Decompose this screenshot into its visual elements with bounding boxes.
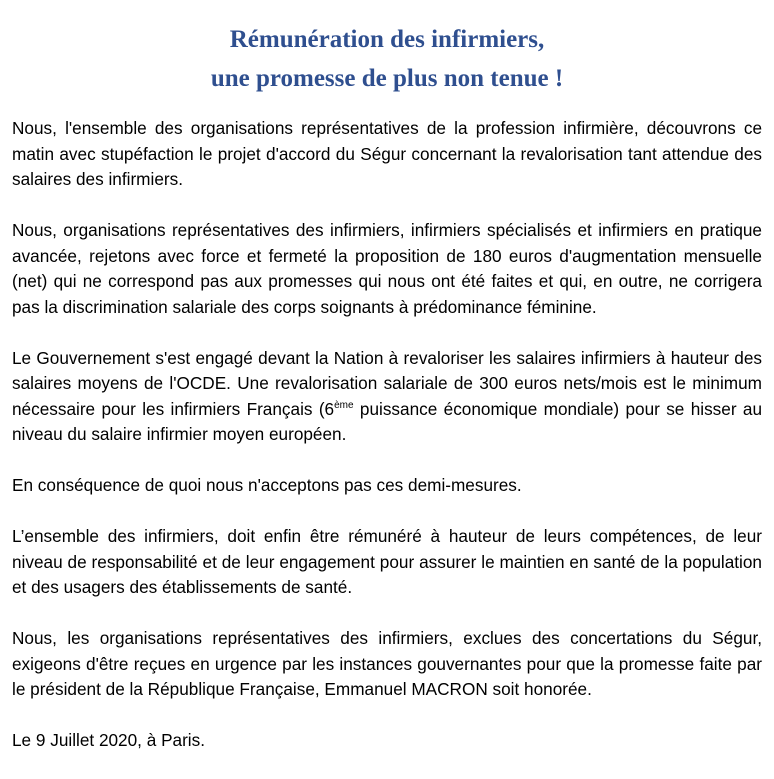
paragraph-4: En conséquence de quoi nous n'acceptons pas ces demi-mesures. — [12, 475, 522, 495]
paragraph-1: Nous, l'ensemble des organisations représentatives de la profession infirmière, découvrons ce matin avec stupéfaction le projet d'accord du Ségur concernant la revalorisation tant attendue des salaires des infirmiers. — [12, 118, 762, 189]
page-title — [12, 20, 762, 98]
title-line-2: une promesse de plus non tenue ! — [210, 65, 564, 92]
paragraph-5: L’ensemble des infirmiers, doit enfin être rémunéré à hauteur de leurs compétences, de leur niveau de responsabilité et de leur engagement pour assurer le maintien en santé de la population et des usagers des établissements de santé. — [12, 526, 762, 597]
signoff: Le 9 Juillet 2020, à Paris. — [12, 730, 205, 750]
paragraph-3-text-b: puissance économique mondiale) pour se hisser au niveau du salaire infirmier moyen européen. — [12, 398, 762, 444]
paragraph-2: Nous, organisations représentatives des infirmiers, infirmiers spécialisés et infirmiers en pratique avancée, rejetons avec force et fermeté la proposition de 180 euros d'augmentation mensuelle (net) qui ne correspond pas aux promesses qui nous ont été faites et qui, en outre, ne corrigera pas la discrimination salariale des corps soignants à prédominance féminine. — [12, 220, 762, 317]
ordinal-superscript: ème — [334, 399, 354, 411]
paragraph-3 — [12, 346, 762, 448]
paragraph-3-text-a: Le Gouvernement s'est engagé devant la Nation à revaloriser les salaires infirmiers à hauteur des salaires moyens de l'OCDE. Une revalorisation salariale de 300 euros nets/mois est le minimum nécessaire pour les infirmiers Français (6 — [12, 347, 762, 419]
press-release — [12, 20, 762, 779]
document-body — [12, 116, 762, 754]
paragraph-6: Nous, les organisations représentatives des infirmiers, exclues des concertations du Ségur, exigeons d'être reçues en urgence par les instances gouvernantes pour que la promesse faite par le président de la République Française, Emmanuel MACRON soit honorée. — [12, 628, 762, 699]
title-line-1: Rémunération des infirmiers, — [229, 26, 545, 53]
